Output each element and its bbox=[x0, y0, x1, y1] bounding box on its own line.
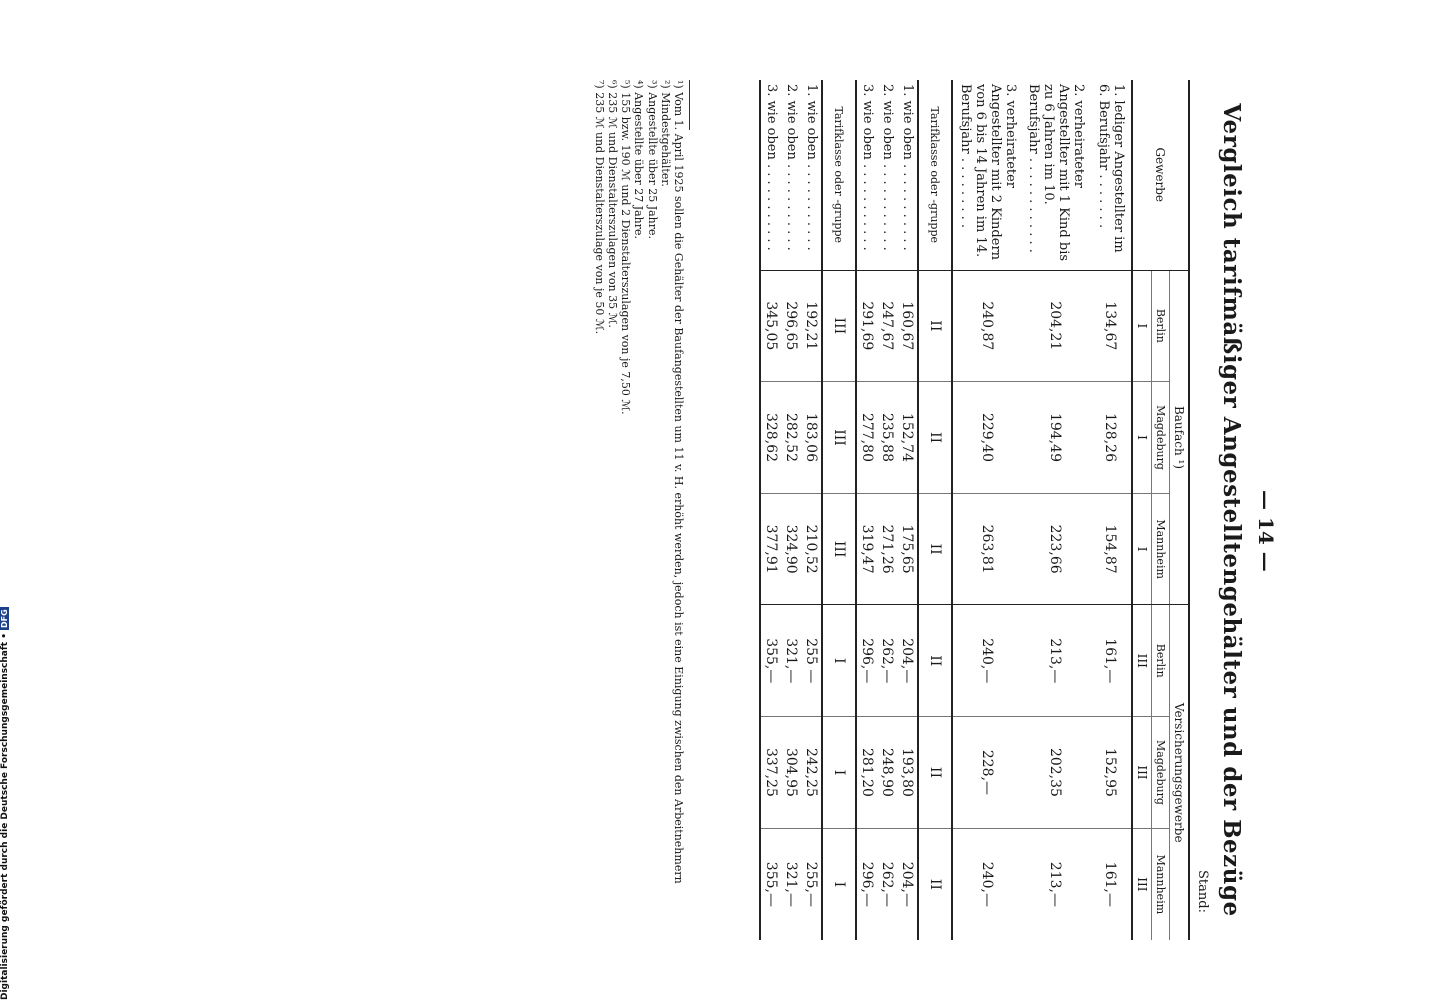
row-label: 3. verheirateter Angestellter mit 2 Kindern von 6 bis 14 Jahren im 14. Berufsjahr . . . . . . . . . bbox=[958, 84, 1018, 261]
footnote: ⁶) 235 ℳ und Dienstalterszulagen von 35 ℳ. bbox=[606, 80, 620, 328]
value-cell: 213,— bbox=[1021, 828, 1089, 940]
row-label: 1. wie oben . . . . . . . . . . . bbox=[900, 84, 916, 251]
value-cell: 204,— bbox=[897, 605, 918, 717]
class-cell: II bbox=[918, 717, 952, 829]
class-cell: II bbox=[918, 828, 952, 940]
page-number: — 14 — bbox=[1254, 490, 1278, 572]
value-cell: 355,— bbox=[760, 605, 781, 717]
header-gewerbe: Gewerbe bbox=[1153, 147, 1168, 203]
value-cell: 248,90 bbox=[877, 717, 897, 829]
class-header: III bbox=[1132, 605, 1152, 717]
value-cell: 152,95 bbox=[1089, 717, 1132, 829]
value-cell: 262,— bbox=[877, 605, 897, 717]
city-header: Mannheim bbox=[1152, 493, 1170, 605]
value-cell: 235,88 bbox=[877, 382, 897, 494]
dfg-logo: DFG bbox=[0, 609, 9, 629]
value-cell: 240,— bbox=[952, 605, 1021, 717]
footnote: ³) Angestellte über 25 Jahre. bbox=[645, 80, 659, 240]
class-cell: III bbox=[822, 270, 856, 382]
row-label: 2. wie oben . . . . . . . . . . . bbox=[880, 84, 896, 251]
table-row bbox=[877, 80, 897, 940]
value-cell: 263,81 bbox=[952, 493, 1021, 605]
value-cell: 328,62 bbox=[760, 382, 781, 494]
value-cell: 277,80 bbox=[856, 382, 877, 494]
value-cell: 281,20 bbox=[856, 717, 877, 829]
value-cell: 134,67 bbox=[1089, 270, 1132, 382]
table-row bbox=[1089, 80, 1132, 940]
footnote: ⁴) Angestellte über 27 Jahre. bbox=[632, 80, 646, 240]
table-row bbox=[1021, 80, 1089, 940]
value-cell: 223,66 bbox=[1021, 493, 1089, 605]
value-cell: 262,— bbox=[877, 828, 897, 940]
page-title: Vergleich tarifmäßiger Angestelltengehälter und der Bezüge bbox=[1218, 103, 1245, 917]
value-cell: 324,90 bbox=[781, 493, 801, 605]
value-cell: 229,40 bbox=[952, 382, 1021, 494]
class-header: I bbox=[1132, 382, 1152, 494]
value-cell: 255 — bbox=[801, 605, 822, 717]
class-cell: II bbox=[918, 270, 952, 382]
class-cell: I bbox=[822, 828, 856, 940]
value-cell: 255,— bbox=[801, 828, 822, 940]
credit-text: Digitalisierung gefördert durch die Deutsche Forschungsgemeinschaft • bbox=[0, 633, 10, 1000]
value-cell: 210,52 bbox=[801, 493, 822, 605]
class-cell: II bbox=[918, 493, 952, 605]
class-header: III bbox=[1132, 828, 1152, 940]
footnotes bbox=[593, 80, 690, 940]
city-header: Magdeburg bbox=[1152, 382, 1170, 494]
table-row bbox=[801, 80, 822, 940]
class-cell: I bbox=[822, 717, 856, 829]
row-label: 3. wie oben . . . . . . . . . . . bbox=[860, 84, 876, 251]
class-cell: I bbox=[822, 605, 856, 717]
footnote: ¹) Vom 1. April 1925 sollen die Gehälter der Baufangestellten um 11 v. H. erhöht werden, jedoch ist eine Einigung zwischen den Arbeitnehmern bbox=[672, 80, 685, 884]
value-cell: 213,— bbox=[1021, 605, 1089, 717]
table-row bbox=[952, 80, 1021, 940]
value-cell: 161,— bbox=[1089, 605, 1132, 717]
value-cell: 296,65 bbox=[781, 270, 801, 382]
digitization-credit bbox=[0, 607, 10, 1000]
table-row bbox=[856, 80, 877, 940]
city-header: Mannheim bbox=[1152, 828, 1170, 940]
value-cell: 319,47 bbox=[856, 493, 877, 605]
section-header-row bbox=[918, 80, 952, 940]
value-cell: 337,25 bbox=[760, 717, 781, 829]
class-cell: II bbox=[918, 382, 952, 494]
value-cell: 175,65 bbox=[897, 493, 918, 605]
row-label: 2. verheirateter Angestellter mit 1 Kind bis zu 6 Jahren im 10. Berufsjahr . . . . . . . . . . . . bbox=[1026, 84, 1086, 262]
value-cell: 192,21 bbox=[801, 270, 822, 382]
value-cell: 240,— bbox=[952, 828, 1021, 940]
value-cell: 160,67 bbox=[897, 270, 918, 382]
value-cell: 154,87 bbox=[1089, 493, 1132, 605]
value-cell: 128,26 bbox=[1089, 382, 1132, 494]
section-label: Tarifklasse oder -gruppe bbox=[928, 106, 942, 244]
row-label: 3. wie oben . . . . . . . . . . . bbox=[764, 84, 780, 251]
value-cell: 271,26 bbox=[877, 493, 897, 605]
salary-table bbox=[759, 80, 1190, 940]
class-header: I bbox=[1132, 270, 1152, 382]
header-baufach: Baufach ¹) bbox=[1170, 270, 1190, 605]
class-cell: II bbox=[918, 605, 952, 717]
class-header: III bbox=[1132, 717, 1152, 829]
table-row bbox=[760, 80, 781, 940]
footnote: ²) Mindestgehälter. bbox=[658, 80, 672, 187]
value-cell: 355,— bbox=[760, 828, 781, 940]
value-cell: 183,06 bbox=[801, 382, 822, 494]
value-cell: 193,80 bbox=[897, 717, 918, 829]
value-cell: 296,— bbox=[856, 605, 877, 717]
value-cell: 194,49 bbox=[1021, 382, 1089, 494]
value-cell: 291,69 bbox=[856, 270, 877, 382]
value-cell: 202,35 bbox=[1021, 717, 1089, 829]
value-cell: 242,25 bbox=[801, 717, 822, 829]
footnote-rule bbox=[689, 80, 690, 130]
class-cell: III bbox=[822, 382, 856, 494]
class-cell: III bbox=[822, 493, 856, 605]
class-header: I bbox=[1132, 493, 1152, 605]
value-cell: 240,87 bbox=[952, 270, 1021, 382]
footnote: ⁵) 155 bzw. 190 ℳ und 2 Dienstalterszulagen von je 7,50 ℳ. bbox=[619, 80, 633, 415]
value-cell: 296,— bbox=[856, 828, 877, 940]
section-header-row bbox=[822, 80, 856, 940]
value-cell: 282,52 bbox=[781, 382, 801, 494]
value-cell: 304,95 bbox=[781, 717, 801, 829]
table-row bbox=[781, 80, 801, 940]
value-cell: 228,— bbox=[952, 717, 1021, 829]
city-header: Magdeburg bbox=[1152, 717, 1170, 829]
rotated-document bbox=[530, 70, 1290, 950]
city-header: Berlin bbox=[1152, 605, 1170, 717]
value-cell: 204,— bbox=[897, 828, 918, 940]
value-cell: 345,05 bbox=[760, 270, 781, 382]
section-label: Tarifklasse oder -gruppe bbox=[832, 106, 846, 244]
row-label: 2. wie oben . . . . . . . . . . . bbox=[784, 84, 800, 251]
row-label: 1. lediger Angestellter im 6. Berufsjahr . . . . . . . bbox=[1096, 84, 1126, 253]
value-cell: 321,— bbox=[781, 605, 801, 717]
city-header: Berlin bbox=[1152, 270, 1170, 382]
value-cell: 247,67 bbox=[877, 270, 897, 382]
value-cell: 152,74 bbox=[897, 382, 918, 494]
value-cell: 204,21 bbox=[1021, 270, 1089, 382]
footnote: ⁷) 235 ℳ und Dienstalterszulage von je 50 ℳ. bbox=[592, 80, 606, 335]
value-cell: 321,— bbox=[781, 828, 801, 940]
header-versicherung: Versicherungsgewerbe bbox=[1170, 605, 1190, 940]
value-cell: 161,— bbox=[1089, 828, 1132, 940]
row-label: 1. wie oben . . . . . . . . . . . bbox=[804, 84, 820, 251]
table-row bbox=[897, 80, 918, 940]
value-cell: 377,91 bbox=[760, 493, 781, 605]
stand-label: Stand: bbox=[1195, 870, 1210, 913]
